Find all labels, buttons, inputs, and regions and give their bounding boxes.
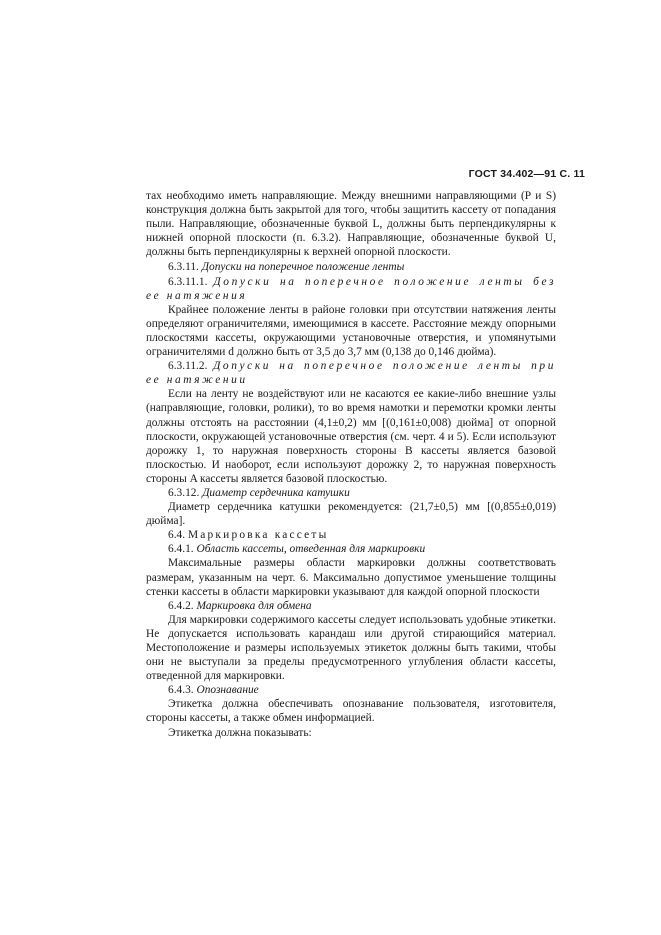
paragraph-extreme-position: Крайнее положение ленты в районе головки при отсутствии натяжения ленты определяют ограничителями, имеющимися в кассете. Расстояние между опорными плоскостями кассеты, окружающими установочные отверстия, и упомянутыми ограничителями d должно быть от 3,5 до 3,7 мм (0,138 до 0,146 дюйма).: [146, 303, 556, 359]
page-body: [146, 189, 556, 740]
section-6-3-11-heading: [146, 260, 556, 274]
paragraph-label-shows: Этикетка должна показывать:: [168, 726, 312, 739]
section-6-4-1-heading: [146, 542, 556, 556]
section-title: Опознавание: [196, 684, 259, 697]
paragraph-exchange-labels: Для маркировки содержимого кассеты следует использовать удобные этикетки. Не допускается использовать карандаш или другой стирающийся материал. Местоположение и размеры используемых этикеток должны быть такими, чтобы они не выступали за пределы предусмотренного углубления области кассеты, отведенной для маркировки.: [146, 613, 556, 683]
section-title: Допуски на поперечное положение ленты при ее натяжении: [146, 360, 556, 387]
section-number: 6.4.2.: [168, 599, 194, 612]
section-number: 6.4.3.: [168, 684, 194, 697]
section-6-4-2-heading: [146, 599, 556, 613]
section-number: 6.4.: [168, 529, 186, 542]
section-6-4-heading: [146, 528, 556, 542]
section-number: 6.3.11.2.: [168, 360, 208, 373]
section-title: Область кассеты, отведенная для маркировки: [196, 543, 426, 556]
paragraph-core-diameter: Диаметр сердечника катушки рекомендуется: (21,7±0,5) мм [(0,855±0,019) дюйма].: [146, 501, 556, 528]
section-number: 6.3.11.1.: [168, 275, 208, 288]
section-6-4-3-heading: [146, 683, 556, 697]
section-number: 6.4.1.: [168, 543, 194, 556]
section-number: 6.3.11.: [168, 261, 199, 274]
section-6-3-12-heading: [146, 486, 556, 500]
section-title: Маркировка кассеты: [187, 529, 329, 542]
page-header: ГОСТ 34.402—91 С. 11: [468, 168, 585, 180]
section-6-3-11-2-heading: [146, 359, 556, 387]
section-title: Маркировка для обмена: [196, 599, 312, 612]
paragraph-marking-area: Максимальные размеры области маркировки должны соответствовать размерам, указанным на черт. 6. Максимально допустимое уменьшение толщины стенки кассеты в области маркировки указывают для каждой опорной плоскости: [146, 557, 556, 598]
section-6-3-11-1-heading: [146, 275, 556, 303]
paragraph-guides: тах необходимо иметь направляющие. Между внешними направляющими (P и S) конструкция должна быть закрытой для того, чтобы защитить кассету от попадания пыли. Направляющие, обозначенные буквой L, должны быть перпендикулярны к нижней опорной плоскости (п. 6.3.2). Направляющие, обозначенные буквой U, должны быть перпендикулярны к верхней опорной плоскости.: [146, 190, 556, 259]
section-number: 6.3.12.: [168, 486, 200, 499]
paragraph-identification: Этикетка должна обеспечивать опознавание пользователя, изготовителя, стороны кассеты, а также обмен информацией.: [146, 698, 556, 725]
section-title: Допуски на поперечное положение ленты без ее натяжения: [146, 275, 556, 302]
section-title: Допуски на поперечное положение ленты: [201, 261, 405, 274]
paragraph-tape-edges: Если на ленту не воздействуют или не касаются ее какие-либо внешние узлы (направляющие, головки, ролики), то во время намотки и перемотки кромки ленты должны отстоять на расстоянии (4,1±0,2) мм [(0,161±0,008) дюйма] от опорной плоскости, окружающей установочные отверстия (см. черт. 4 и 5). Если используют дорожку 1, то наружная поверхность стороны B кассеты является базовой плоскостью. И наоборот, если используют дорожку 2, то наружная поверхность стороны A кассеты является базовой плоскостью.: [146, 388, 556, 485]
section-title: Диаметр сердечника катушки: [202, 486, 350, 499]
